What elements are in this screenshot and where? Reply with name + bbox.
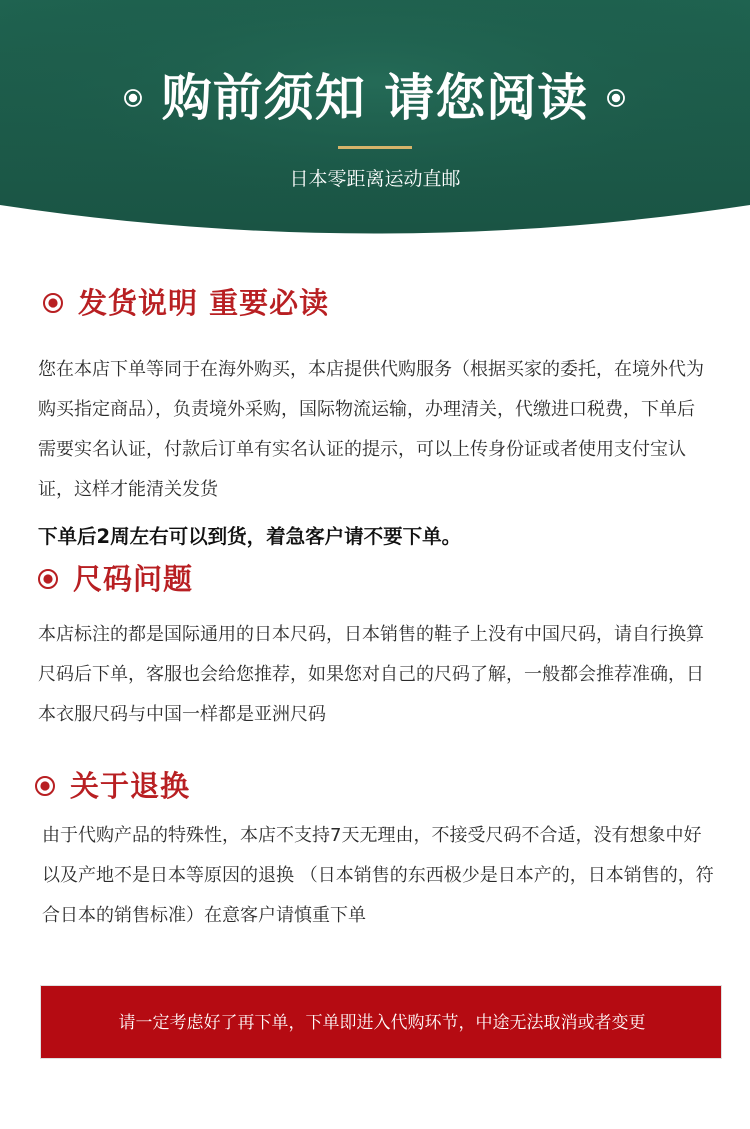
notice-text: 请一定考虑好了再下单，下单即进入代购环节，中途无法取消或者变更 [118, 1013, 646, 1033]
section-title: 尺码问题 [73, 562, 194, 596]
circle-ornament-icon [34, 775, 56, 797]
header-title-row [0, 62, 750, 134]
notice-banner [40, 985, 722, 1059]
shipping-paragraph: 您在本店下单等同于在海外购买，本店提供代购服务（根据买家的委托，在境外代为购买指定商品），负责境外采购，国际物流运输，办理清关，代缴进口税费，下单后需要实名认证，付款后订单有实名认证的提示，可以上传身份证或者使用支付宝认证，这样才能清关发货 [38, 359, 704, 500]
returns-paragraph: 由于代购产品的特殊性，本店不支持7天无理由，不接受尺码不合适，没有想象中好以及产地不是日本等原因的退换 （日本销售的东西极少是日本产的，日本销售的，符合日本的销售标准）在意客户请慎重下单 [42, 825, 714, 926]
page-title: 购前须知 请您阅读 [161, 68, 589, 127]
header-banner [0, 0, 750, 240]
size-paragraph: 本店标注的都是国际通用的日本尺码，日本销售的鞋子上没有中国尺码，请自行换算尺码后下单，客服也会给您推荐，如果您对自己的尺码了解，一般都会推荐准确，日本衣服尺码与中国一样都是亚洲尺码 [38, 624, 704, 725]
section-title: 关于退换 [70, 769, 191, 803]
header-subtitle: 日本零距离运动直邮 [289, 168, 461, 190]
circle-ornament-icon [42, 292, 64, 314]
circle-ornament-icon [37, 568, 59, 590]
title-divider [338, 146, 412, 149]
circle-ornament-icon [606, 88, 626, 108]
section-title: 发货说明 重要必读 [78, 286, 330, 320]
delivery-time-note: 下单后2周左右可以到货，着急客户请不要下单。 [38, 525, 462, 548]
